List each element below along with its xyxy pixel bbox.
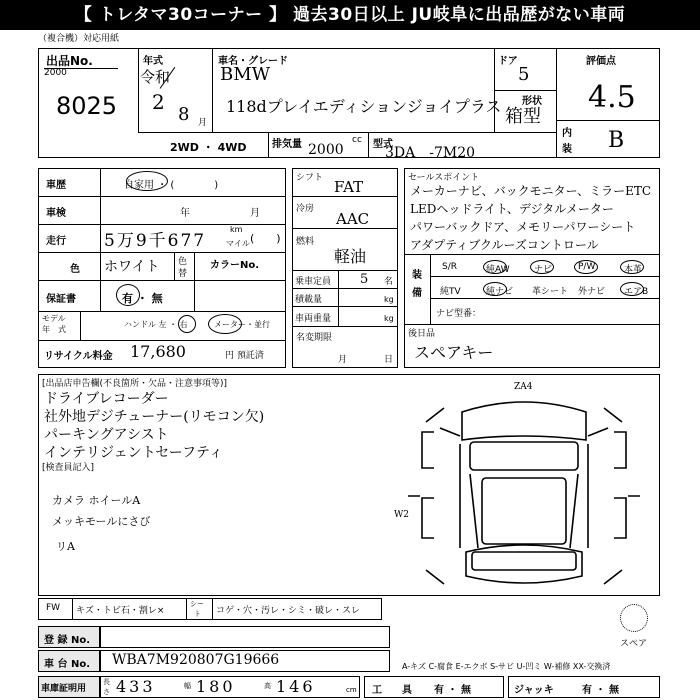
capacity-value: 5 xyxy=(360,272,369,287)
mileage-unit-km: km xyxy=(230,225,243,234)
equipment-label-b: 備 xyxy=(412,288,422,299)
score-label: 評価点 xyxy=(586,56,616,67)
equip-genuine-aw: 純AW xyxy=(486,265,510,275)
sheet-label-top: シー xyxy=(190,600,204,608)
model-year-label-bottom: 年 式 xyxy=(42,325,66,334)
sales-point-3: パワーバックドア、メモリーパワーシート xyxy=(410,220,636,234)
color-label: 色 xyxy=(70,264,80,275)
lot-label: 出品No. xyxy=(46,54,93,68)
cert-label: 車庫証明用 xyxy=(41,684,87,694)
fw-text: キズ・トビ石・割レ× xyxy=(76,606,165,616)
reg-value-cell xyxy=(100,626,390,648)
displacement-unit: cc xyxy=(352,135,362,145)
sales-point-4: アダプティブクルーズコントロール xyxy=(410,238,599,252)
equip-airbag: エアB xyxy=(624,287,649,297)
doors-label: ドア xyxy=(498,56,518,67)
reg-label: 登 録 No. xyxy=(44,635,91,646)
tools-value: 有 ・ 無 xyxy=(434,685,471,696)
sheet-label-bottom: ト xyxy=(194,610,201,618)
after-value: スペアキー xyxy=(414,343,494,362)
fuel-label: 燃料 xyxy=(296,237,315,247)
equip-genuine-navi: 純ナビ xyxy=(486,287,514,297)
equip-leather-mark xyxy=(620,260,644,274)
warranty-label: 保証書 xyxy=(46,294,76,305)
equip-aw-mark xyxy=(483,260,507,274)
year-month: 8 xyxy=(178,104,190,125)
equip-pw: P/W xyxy=(578,262,596,272)
shift-label: シフト xyxy=(296,173,324,183)
weight-label: 車両重量 xyxy=(295,314,332,324)
color-change-bottom: 替 xyxy=(178,269,188,279)
sales-points-label: セールスポイント xyxy=(408,173,480,183)
cert-unit: cm xyxy=(346,686,357,694)
cert-length-top: 長 xyxy=(103,678,110,686)
fw-label: FW xyxy=(46,603,61,613)
inspector-line-2: メッキモールにさび xyxy=(52,515,151,528)
spare-tire-icon xyxy=(620,604,648,632)
year-value: 2 xyxy=(152,90,165,114)
damage-legend: A-キズ C-腐食 E-エクボ S-サビ U-凹ミ W-補修 XX-交換済 xyxy=(402,662,611,671)
year-label: 年式 xyxy=(143,56,163,67)
capacity-label: 乗車定員 xyxy=(295,277,332,287)
navi-model-label: ナビ型番： xyxy=(436,309,482,319)
lot-number: 8025 xyxy=(56,92,118,120)
cert-length: 433 xyxy=(116,677,156,696)
cert-width: 180 xyxy=(196,677,236,696)
meter-option: メーター・並行 xyxy=(214,320,270,329)
car-maker: BMW xyxy=(220,64,271,85)
expiry-day: 日 xyxy=(384,355,394,365)
note-line-1: ドライブレコーダー xyxy=(44,391,169,407)
form-note: （複合機）対応用紙 xyxy=(38,34,120,44)
load-unit: kg xyxy=(384,295,394,304)
lot-year-tag: 2000 xyxy=(44,68,67,78)
shape-label: 形状 xyxy=(522,96,542,107)
cert-length-bottom: さ xyxy=(103,688,110,696)
selected-private-mark xyxy=(126,171,168,191)
equip-tv: 純TV xyxy=(440,287,461,297)
jack-label: ジャッキ xyxy=(514,685,554,696)
interior-label-bottom: 装 xyxy=(562,144,572,155)
after-label: 後日品 xyxy=(408,329,436,339)
shift-value: FAT xyxy=(334,178,364,196)
interior-label-top: 内 xyxy=(562,128,572,139)
car-damage-diagram xyxy=(404,378,644,596)
cert-height-label: 高 xyxy=(264,682,271,690)
header-banner: 【 トレタマ30コーナー 】 過去30日以上 JU岐阜に出品歴がない車両 xyxy=(0,0,700,30)
equip-airbag-mark xyxy=(620,282,644,296)
mileage-unit-mile: マイル xyxy=(226,239,250,248)
car-grade: 118dプレイエディションジョイプラス xyxy=(226,97,502,116)
interior-value: B xyxy=(608,128,625,153)
recycle-label: リサイクル料金 xyxy=(44,351,113,362)
handle-option: ハンドル 左 ・ 右 xyxy=(124,320,188,329)
history-options: 自家用 ・ ( ) xyxy=(124,180,219,191)
note-line-3: パーキングアシスト xyxy=(44,427,169,443)
chassis-label: 車 台 No. xyxy=(44,659,91,670)
note-line-4: インテリジェントセーフティ xyxy=(44,445,223,461)
cert-width-label: 幅 xyxy=(184,682,191,690)
note-line-2: 社外地デジチューナー(リモコン欠) xyxy=(44,409,265,425)
recycle-value: 17,680 xyxy=(130,342,186,361)
sheet-text: コゲ・穴・汚レ・シミ・破レ・スレ xyxy=(216,606,361,616)
cooler-label: 冷房 xyxy=(296,204,315,214)
inspector-header: [検査員記入] xyxy=(42,463,95,473)
year-month-suffix: 月 xyxy=(198,118,208,128)
load-label: 積載量 xyxy=(295,295,323,305)
expiry-month: 月 xyxy=(338,355,348,365)
equip-genuine-navi-mark xyxy=(483,282,507,296)
warranty-yes-mark xyxy=(116,284,140,306)
fuel-value: 軽油 xyxy=(334,247,367,266)
doors-value: 5 xyxy=(518,64,530,85)
model-value: 3DA -7M20 xyxy=(385,145,476,161)
color-change-top: 色 xyxy=(178,257,188,267)
equip-leather: 本革 xyxy=(624,265,643,275)
car-name-label: 車名・グレード xyxy=(218,56,288,67)
inspector-line-1: カメラ ホイールA xyxy=(52,494,141,507)
cooler-value: AAC xyxy=(336,210,370,228)
shape-value: 箱型 xyxy=(505,106,541,127)
inspector-line-3: リA xyxy=(56,540,75,553)
weight-unit: kg xyxy=(384,314,394,323)
equip-ext-navi: 外ナビ xyxy=(578,287,606,297)
drive-type: 2WD ・ 4WD xyxy=(170,141,247,154)
color-number-label: カラーNo. xyxy=(210,260,260,271)
displacement-label: 排気量 xyxy=(272,139,302,150)
tools-label: 工 具 xyxy=(372,685,412,696)
equip-navi: ナビ xyxy=(534,265,553,275)
mileage-paren: ( ) xyxy=(250,232,281,245)
equipment-label-a: 装 xyxy=(412,270,422,281)
spare-label: スペア xyxy=(620,639,648,649)
recycle-unit: 円 預託済 xyxy=(225,351,264,361)
diagram-top-mark: ZA4 xyxy=(514,382,533,392)
inspection-label: 車検 xyxy=(46,208,66,219)
inspection-year: 年 xyxy=(180,208,190,219)
warranty-value: 有 ・ 無 xyxy=(122,292,163,305)
score-value: 4.5 xyxy=(588,80,636,115)
mileage-value: 5万9千677 xyxy=(104,231,207,251)
model-year-label-top: モデル xyxy=(42,314,66,323)
color-value: ホワイト xyxy=(104,259,160,275)
expiry-label: 名変期限 xyxy=(296,333,333,343)
jack-value: 有 ・ 無 xyxy=(582,685,619,696)
history-label: 車歴 xyxy=(46,180,66,191)
notes-header: [出品店申告欄(不良箇所・欠品・注意事項等)] xyxy=(42,379,228,389)
handle-right-mark xyxy=(178,315,196,333)
equip-leather-seat: 革シート xyxy=(532,287,569,297)
diagram-side-mark: W2 xyxy=(394,510,409,520)
model-label: 型式 xyxy=(373,139,393,150)
sales-point-2: LEDヘッドライト、デジタルメーター xyxy=(410,202,614,216)
chassis-value: WBA7M920807G19666 xyxy=(112,652,280,668)
equip-navi-mark xyxy=(530,260,554,274)
mileage-label: 走行 xyxy=(46,236,66,247)
meter-mark xyxy=(208,314,242,334)
cert-height: 146 xyxy=(276,677,316,696)
equip-sunroof: S/R xyxy=(442,262,457,272)
equip-pw-mark xyxy=(574,260,598,274)
inspection-month: 月 xyxy=(250,208,260,219)
sales-point-1: メーカーナビ、バックモニター、ミラーETC xyxy=(410,184,652,198)
year-era: 令和 xyxy=(140,68,171,86)
displacement-value: 2000 xyxy=(308,142,344,158)
capacity-unit: 名 xyxy=(384,277,394,287)
